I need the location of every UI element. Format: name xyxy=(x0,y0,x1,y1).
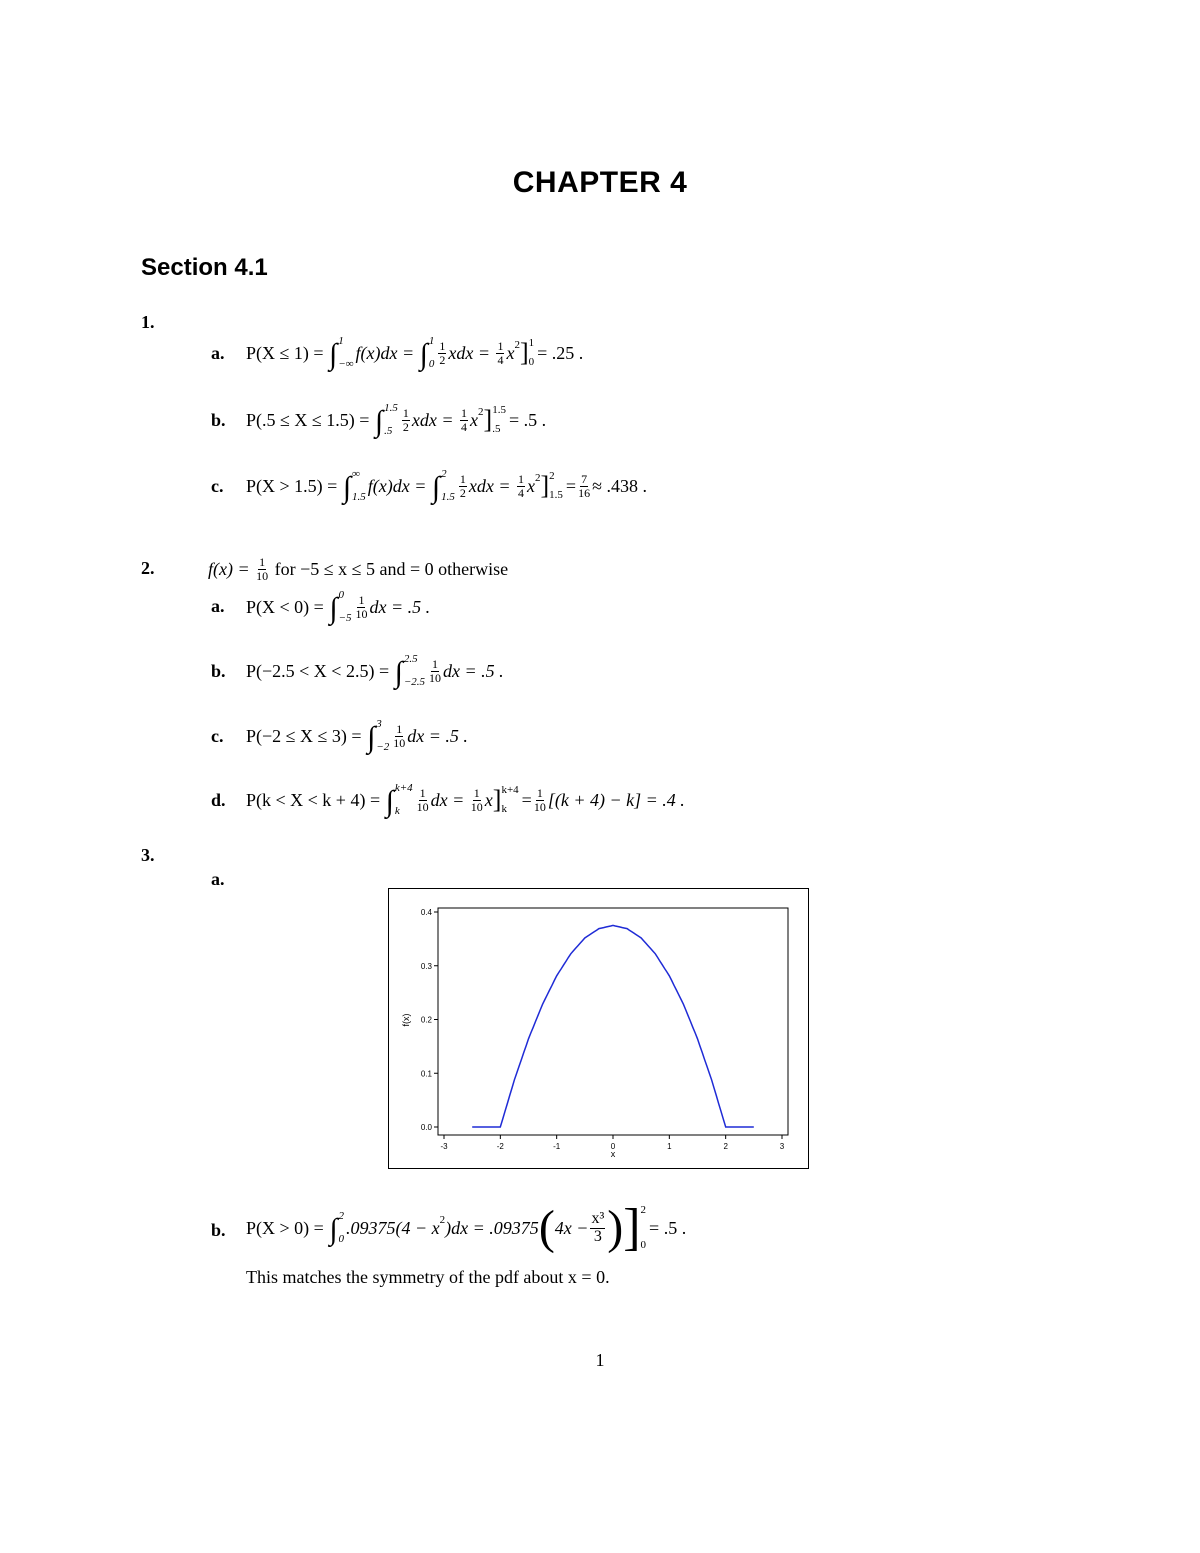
section-title: Section 4.1 xyxy=(141,254,268,281)
equation-1b: P(.5 ≤ X ≤ 1.5) = ∫ 1.5 .5 $\frac{1}{2}$ xdx = $\frac{1}{4}$ x 2 ] 1.5 .5 = .5 . xyxy=(246,402,547,438)
y-axis xyxy=(421,908,438,1132)
y-tick-label: 0.3 xyxy=(420,961,432,971)
equation-2b: P(−2.5 < X < 2.5) = ∫ 2.5 −2.5 $\frac{1}{10}$ dx = .5 . xyxy=(246,653,504,689)
y-axis-label: f(x) xyxy=(401,1013,411,1027)
problem-number: 1. xyxy=(141,312,155,332)
equation-1a: P(X ≤ 1) = ∫ 1 −∞ f(x)dx = ∫ 1 0 $\frac{1}{2}$ xdx = $\frac{1}{4}$ x 2 ] 1 0 = .25 . xyxy=(246,335,584,371)
x-tick-label: 3 xyxy=(779,1142,785,1151)
part-label: b. xyxy=(211,410,226,430)
part-label: c. xyxy=(211,476,224,496)
y-tick-label: 0.4 xyxy=(420,908,432,917)
equation-2-intro: f(x) = $\frac{1}{10}$ for −5 ≤ x ≤ 5 and = 0 otherwise xyxy=(208,555,509,583)
equation-2a: P(X < 0) = ∫ 0 −5 $\frac{1}{10}$ dx = .5 . xyxy=(246,589,431,625)
problem-number: 2. xyxy=(141,558,155,578)
part-label: a. xyxy=(211,596,225,616)
pdf-chart xyxy=(389,889,807,1167)
chapter-title: CHAPTER 4 xyxy=(512,166,688,199)
plot-area xyxy=(438,908,788,1135)
chart-frame xyxy=(388,888,809,1169)
equation-1c: P(X > 1.5) = ∫ ∞ 1.5 f(x)dx = ∫ 2 1.5 $\frac{1}{2}$ xdx = $\frac{1}{4}$ x 2 ] 2 1.5 = $\frac{7}{16}$ ≈ .438 . xyxy=(246,468,647,504)
part-label: a. xyxy=(211,343,225,363)
x-tick-label: -1 xyxy=(553,1142,561,1151)
equation-3b: P(X > 0) = ∫ 2 0 .09375(4 − x 2 )dx = .09375 ( 4x − $\frac{\text{x³}}{3}$ ) ] 2 0 = .5 . xyxy=(246,1199,687,1256)
x-tick-label: 2 xyxy=(723,1142,728,1151)
y-tick-label: 0.2 xyxy=(420,1015,432,1025)
page-number: 1 xyxy=(595,1350,605,1370)
series-line xyxy=(472,925,754,1127)
equation-2d: P(k < X < k + 4) = ∫ k+4 k $\frac{1}{10}$ dx = $\frac{1}{10}$ x ] k+4 k = $\frac{1}{10}$ [(k + 4) − k] = .4 . xyxy=(246,782,685,818)
part-label: d. xyxy=(211,790,226,810)
equation-2c: P(−2 ≤ X ≤ 3) = ∫ 3 −2 $\frac{1}{10}$ dx = .5 . xyxy=(246,718,468,754)
part-label: a. xyxy=(211,869,225,889)
x-tick-label: 1 xyxy=(667,1142,672,1151)
y-tick-label: 0.1 xyxy=(420,1069,432,1079)
problem-number: 3. xyxy=(141,845,155,865)
part-label: b. xyxy=(211,1220,226,1240)
x-axis-label: x xyxy=(610,1149,616,1159)
part-label: b. xyxy=(211,661,226,681)
x-tick-label: -2 xyxy=(496,1142,504,1151)
y-tick-label: 0.0 xyxy=(420,1123,432,1132)
x-tick-label: -3 xyxy=(440,1142,448,1151)
x-tick-label: 0 xyxy=(610,1142,616,1151)
part-label: c. xyxy=(211,726,224,746)
symmetry-note: This matches the symmetry of the pdf about x = 0. xyxy=(246,1267,610,1287)
